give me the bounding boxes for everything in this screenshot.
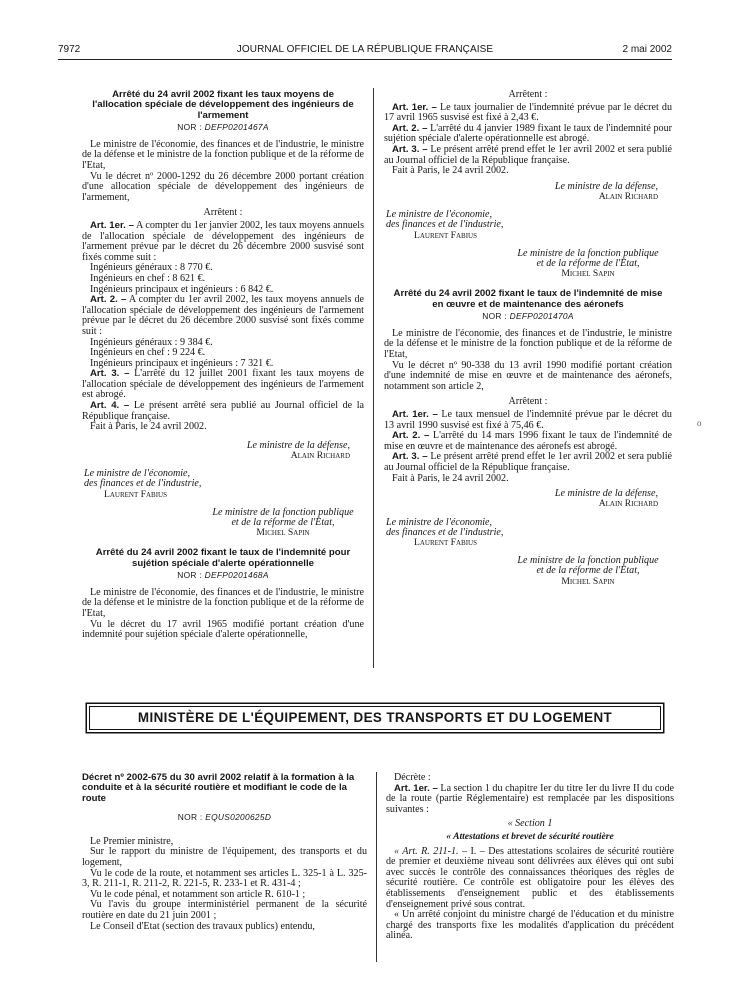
preamble: Vu le code pénal, et notamment son article R. 610-1 ; <box>90 888 306 900</box>
preamble: Sur le rapport du ministre de l'équipement, des transports et du logement, <box>82 846 367 868</box>
signature-defense: Le ministre de la défense, Alain Richard <box>554 488 658 510</box>
decree-left-column <box>82 773 367 932</box>
arretent-label: Arrêtent : <box>508 89 548 100</box>
article-2: Art. 2. – L'arrêté du 4 janvier 1989 fixant le taux de l'indemnité pour sujétion spéciale d'alerte opérationnelle est abrogé. <box>384 122 672 145</box>
page-header <box>58 44 672 58</box>
section-heading: « Section 1 <box>507 818 553 830</box>
article-4: Art. 4. – Le présent arrêté sera publié au Journal officiel de la République française. <box>82 400 364 422</box>
article-title: Arrêté du 24 avril 2002 fixant le taux de l'indemnité de mise en œuvre et de maintenance des aéronefs <box>393 288 663 310</box>
signature-economie: Le ministre de l'économie, des finances et de l'industrie, Laurent Fabius <box>386 516 504 548</box>
article-1: Art. 1er. – Le taux journalier de l'indemnité prévue par le décret du 17 avril 1965 susvisé est fixé à 2,43 €. <box>384 101 672 124</box>
article-3: Art. 3. – Le présent arrêté prend effet le 1er avril 2002 et sera publié au Journal officiel de la République française. <box>384 143 672 166</box>
signature-fonction-publique: Le ministre de la fonction publique et de la réforme de l'Etat, Michel Sapin <box>517 247 659 280</box>
article-2: Art. 2. – L'arrêté du 14 mars 1996 fixant le taux de l'indemnité de mise en œuvre et de maintenance des aéronefs est abrogé. <box>384 430 672 452</box>
article-1: Art. 1er. – Le taux mensuel de l'indemnité prévue par le décret du 13 avril 1990 susvisé est fixé à 75,46 €. <box>384 408 672 431</box>
fait-a-paris: Fait à Paris, le 24 avril 2002. <box>392 472 509 484</box>
preamble: Vu le décret nº 90-338 du 13 avril 1990 modifié portant création d'une indemnité de mise en œuvre et de maintenance des aéronefs, notamment son article 2, <box>384 359 672 392</box>
nor-reference: NOR : DEFP0201468A <box>177 570 269 581</box>
margin-mark: o <box>697 418 702 428</box>
page-number: 7972 <box>58 44 81 55</box>
column-divider <box>376 772 377 962</box>
article-2: Art. 2. – A compter du 1er avril 2002, les taux moyens annuels de l'allocation spéciale de développement des ingénieurs de l'armement prévue par le décret du 26 décembre 2000 susvisé sont fixés comme suit : <box>82 294 364 337</box>
list-item: Ingénieurs généraux : 9 384 €. <box>90 336 213 348</box>
decrete-label: Décrète : <box>394 772 431 783</box>
list-item: Ingénieurs en chef : 8 621 €. <box>90 272 206 284</box>
decree-right-column <box>386 773 674 942</box>
header-rule <box>58 59 672 60</box>
fait-a-paris: Fait à Paris, le 24 avril 2002. <box>90 421 207 433</box>
column-divider <box>373 88 374 668</box>
preamble: Le Conseil d'Etat (section des travaux publics) entendu, <box>90 920 315 932</box>
preamble: Vu le décret nº 2000-1292 du 26 décembre 2000 portant création d'une allocation spéciale de développement des ingénieurs de l'armement, <box>82 170 364 203</box>
list-item: Ingénieurs principaux et ingénieurs : 7 321 €. <box>90 357 274 369</box>
article-3: Art. 3. – L'arrêté du 12 juillet 2001 fixant les taux moyens de l'allocation spéciale de développement des ingénieurs de l'armement est abrogé. <box>82 368 364 401</box>
preamble: Vu le décret du 17 avril 1965 modifié portant création d'une indemnité pour sujétion spéciale d'alerte opérationnelle, <box>82 618 364 641</box>
fait-a-paris: Fait à Paris, le 24 avril 2002. <box>392 165 509 177</box>
ministry-banner: MINISTÈRE DE L'ÉQUIPEMENT, DES TRANSPORTS ET DU LOGEMENT <box>89 706 661 730</box>
right-column <box>384 90 672 587</box>
preamble: Vu le code de la route, et notamment ses articles L. 325-1 à L. 325-3, R. 211-1, R. 211-2, R. 221-5, R. 233-1 et R. 431-4 ; <box>82 867 367 890</box>
signature-defense: Le ministre de la défense, Alain Richard <box>554 180 658 202</box>
article-title: Arrêté du 24 avril 2002 fixant les taux moyens de l'allocation spéciale de développement des ingénieurs de l'armement <box>92 89 354 121</box>
article-1: Art. 1er. – A compter du 1er janvier 2002, les taux moyens annuels de l'allocation spéciale de développement des ingénieurs de l'armement prévue par le décret du 26 décembre 2000 susvisé sont fixés comme suit : <box>82 219 364 263</box>
article-title: Arrêté du 24 avril 2002 fixant le taux de l'indemnité pour sujétion spéciale d'alerte opérationnelle <box>95 547 351 569</box>
article-r211-1: « Art. R. 211-1. – I. – Des attestations scolaires de sécurité routière de premier et deuxième niveau sont délivrées aux élèves qui ont subi avec succès le contrôle des connaissances théoriques des règles de sécurité routière. Ce contrôle est obligatoire pour les élèves des établissements d'enseignement public et des établissements d'enseignement privé sous contrat. <box>386 845 674 910</box>
issue-date: 2 mai 2002 <box>622 44 672 55</box>
journal-title: JOURNAL OFFICIEL DE LA RÉPUBLIQUE FRANÇAISE <box>236 44 494 55</box>
signature-defense: Le ministre de la défense, Alain Richard <box>246 439 350 462</box>
preamble: Le ministre de l'économie, des finances et de l'industrie, le ministre de la défense et le ministre de la fonction publique et de la réforme de l'Etat, <box>82 138 364 171</box>
signature-fonction-publique: Le ministre de la fonction publique et de la réforme de l'Etat, Michel Sapin <box>212 506 354 539</box>
signature-economie: Le ministre de l'économie, des finances et de l'industrie, Laurent Fabius <box>386 209 504 241</box>
preamble: Le ministre de l'économie, des finances et de l'industrie, le ministre de la défense et le ministre de la fonction publique et de la réforme de l'Etat, <box>384 327 672 360</box>
signature-fonction-publique: Le ministre de la fonction publique et de la réforme de l'Etat, Michel Sapin <box>517 555 659 587</box>
nor-reference: NOR : EQUS0200625D <box>177 812 272 823</box>
left-column <box>82 90 364 641</box>
list-item: Ingénieurs principaux et ingénieurs : 6 842 €. <box>90 283 274 295</box>
article-r211-1-paragraph: « Un arrêté conjoint du ministre chargé de l'éducation et du ministre chargé des transports fixe les modalités d'application du précédent alinéa. <box>386 909 674 942</box>
list-item: Ingénieurs en chef : 9 224 €. <box>90 347 206 359</box>
preamble: Le Premier ministre, <box>90 835 174 847</box>
nor-reference: NOR : DEFP0201470A <box>482 311 574 322</box>
arretent-label: Arrêtent : <box>203 207 243 219</box>
list-item: Ingénieurs généraux : 8 770 €. <box>90 262 213 274</box>
preamble: Vu l'avis du groupe interministériel permanent de la sécurité routière en date du 21 juin 2001 ; <box>82 899 367 921</box>
signature-economie: Le ministre de l'économie, des finances et de l'industrie, Laurent Fabius <box>84 468 202 500</box>
preamble: Le ministre de l'économie, des finances et de l'industrie, le ministre de la défense et le ministre de la fonction publique et de la réforme de l'Etat, <box>82 586 364 620</box>
decree-title: Décret nº 2002-675 du 30 avril 2002 relatif à la formation à la conduite et à la sécurité routière et modifiant le code de la route <box>82 772 355 804</box>
article-1: Art. 1er. – La section 1 du chapitre Ier du titre Ier du livre II du code de la route (partie Réglementaire) est remplacée par les dispositions suivantes : <box>386 782 674 815</box>
section-title: « Attestations et brevet de sécurité routière <box>446 830 614 842</box>
nor-reference: NOR : DEFP0201467A <box>177 122 269 133</box>
article-3: Art. 3. – Le présent arrêté prend effet le 1er avril 2002 et sera publié au Journal officiel de la République française. <box>384 451 672 473</box>
arretent-label: Arrêtent : <box>508 396 548 408</box>
